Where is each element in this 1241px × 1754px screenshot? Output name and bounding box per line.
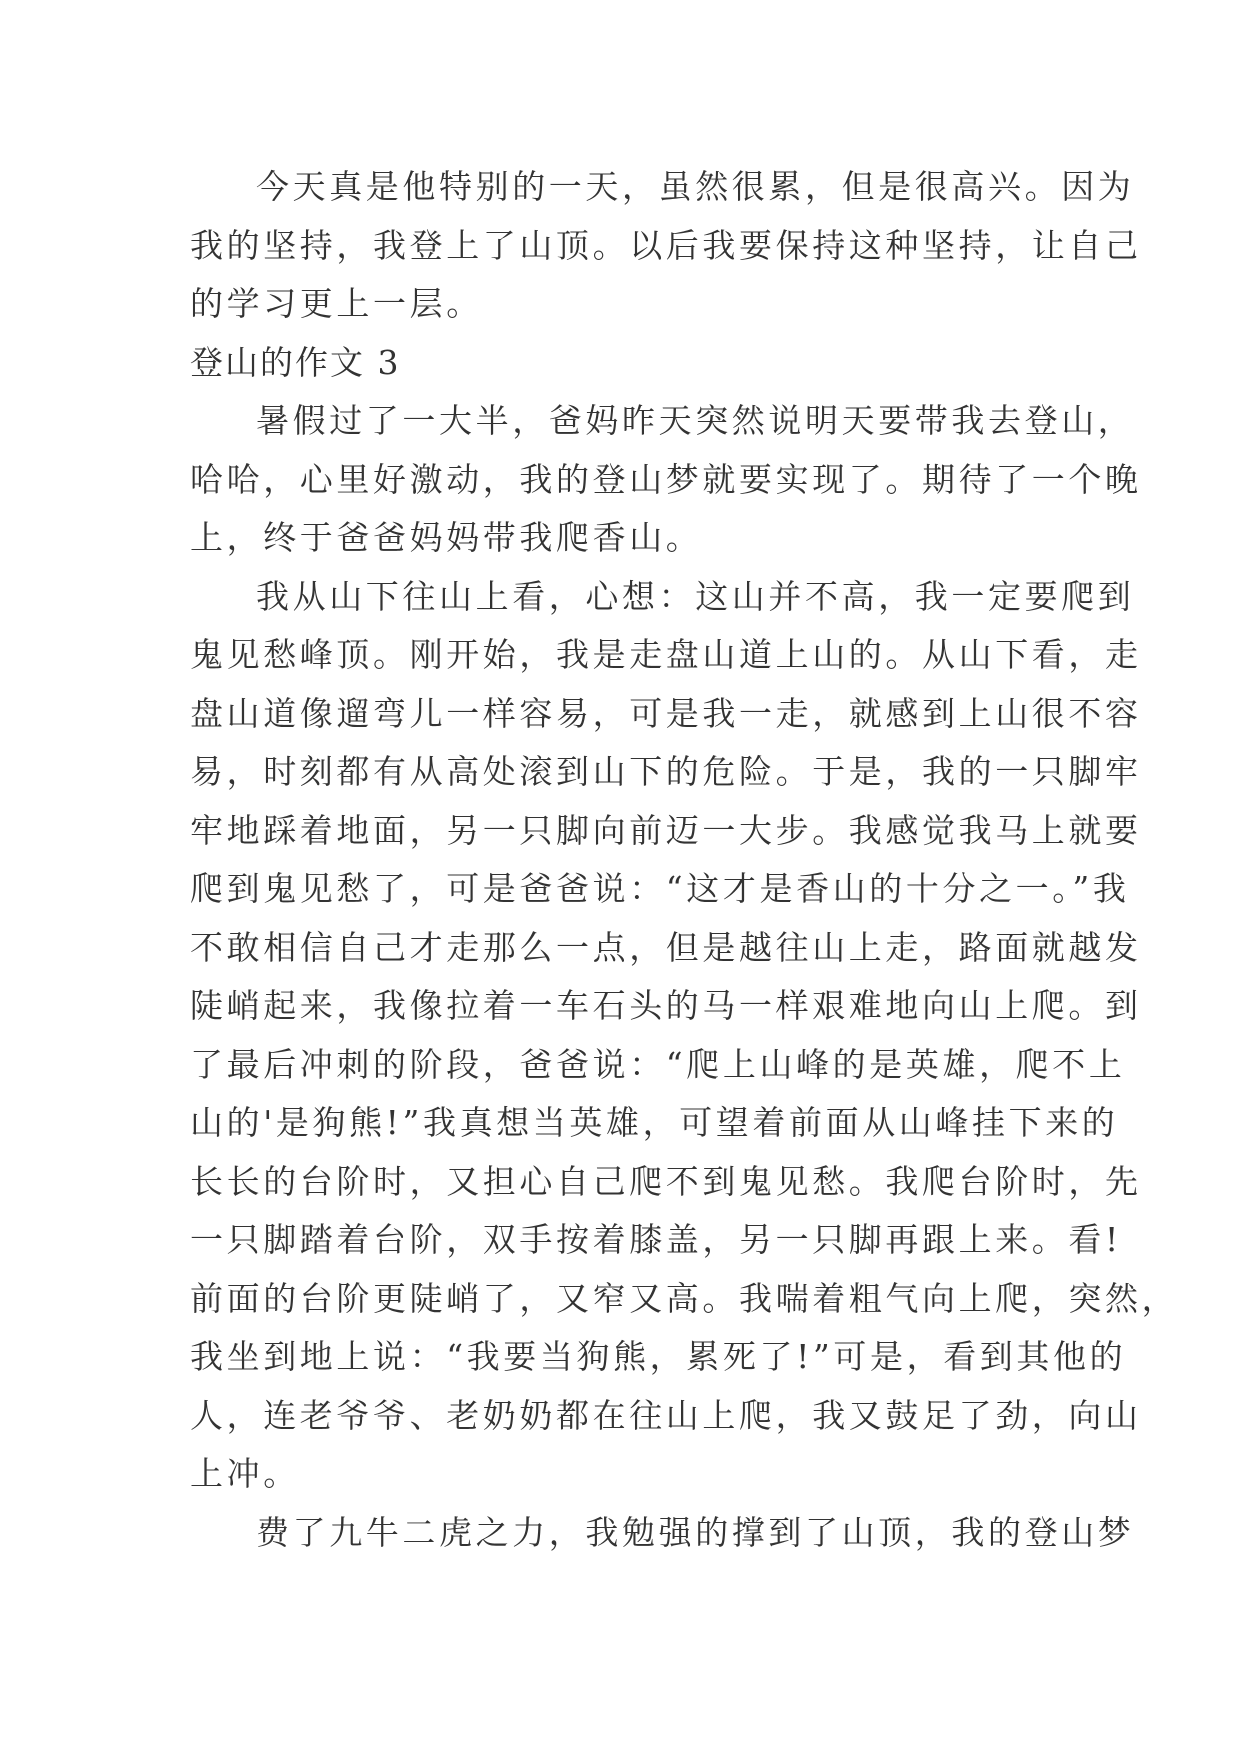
- text-line: 前面的台阶更陡峭了，又窄又高。我喘着粗气向上爬，突然，: [190, 1278, 1179, 1318]
- paragraph-4: [190, 1504, 1135, 1563]
- text-line: 的学习更上一层。: [190, 284, 483, 323]
- text-line: 暑假过了一大半，爸妈昨天突然说明天要带我去登山，: [256, 401, 1135, 440]
- text-line: 长长的台阶时，又担心自己爬不到鬼见愁。我爬台阶时，先: [190, 1161, 1142, 1201]
- text-line: 鬼见愁峰顶。刚开始，我是走盘山道上山的。从山下看，走: [190, 635, 1142, 674]
- text-line: 我的坚持，我登上了山顶。以后我要保持这种坚持，让自己: [190, 225, 1142, 265]
- paragraph-3: [190, 568, 1179, 1504]
- text-line: 上冲。: [190, 1454, 300, 1493]
- text-line: 陡峭起来，我像拉着一车石头的马一样艰难地向山上爬。到: [190, 986, 1142, 1025]
- text-line: 牢地踩着地面，另一只脚向前迈一大步。我感觉我马上就要: [190, 810, 1142, 850]
- text-line: 了最后冲刺的阶段，爸爸说：“爬上山峰的是英雄，爬不上: [190, 1044, 1126, 1084]
- text-line: 费了九牛二虎之力，我勉强的撑到了山顶，我的登山梦: [256, 1512, 1135, 1552]
- text-line: 一只脚踏着台阶，双手按着膝盖，另一只脚再跟上来。看!: [190, 1220, 1122, 1259]
- text-line: 山的'是狗熊!”我真想当英雄，可望着前面从山峰挂下来的: [190, 1103, 1119, 1142]
- text-line: 上，终于爸爸妈妈带我爬香山。: [190, 518, 703, 557]
- text-line: 人，连老爷爷、老奶奶都在往山上爬，我又鼓足了劲，向山: [190, 1395, 1142, 1435]
- text-line: 我坐到地上说：“我要当狗熊，累死了!”可是，看到其他的: [190, 1337, 1127, 1376]
- text-line: 爬到鬼见愁了，可是爸爸说：“这才是香山的十分之一。”我: [190, 869, 1130, 908]
- section-heading: 登山的作文 3: [190, 342, 401, 382]
- document-body: [190, 158, 1179, 1562]
- text-line: 不敢相信自己才走那么一点，但是越往山上走，路面就越发: [190, 927, 1142, 967]
- text-line: 我从山下往山上看，心想：这山并不高，我一定要爬到: [256, 576, 1135, 616]
- text-line: 哈哈，心里好激动，我的登山梦就要实现了。期待了一个晚: [190, 459, 1142, 499]
- text-line: 易，时刻都有从高处滚到山下的危险。于是，我的一只脚牢: [190, 752, 1142, 791]
- paragraph-1: [190, 158, 1142, 334]
- text-line: 今天真是他特别的一天，虽然很累，但是很高兴。因为: [256, 167, 1135, 206]
- paragraph-2: [190, 392, 1142, 568]
- text-line: 盘山道像遛弯儿一样容易，可是我一走，就感到上山很不容: [190, 693, 1142, 733]
